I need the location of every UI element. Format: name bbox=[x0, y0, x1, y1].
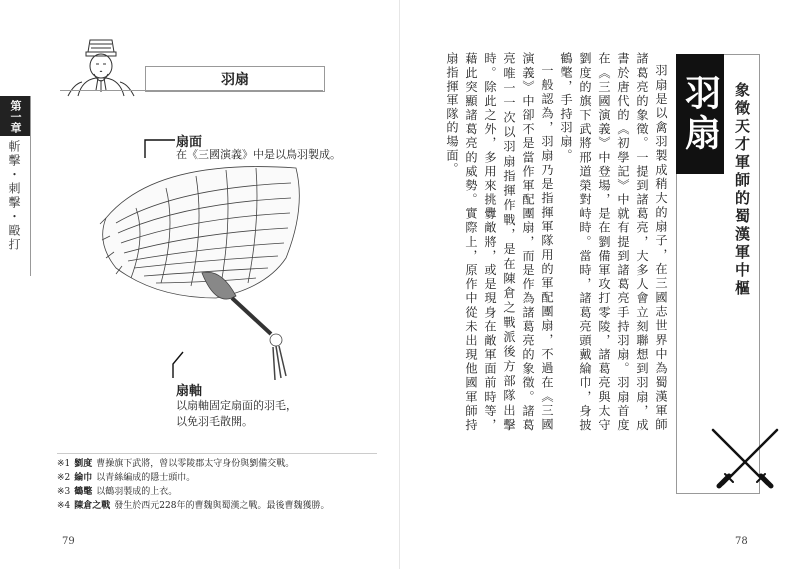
callout-line-handle bbox=[165, 352, 185, 382]
crossed-swords-icon bbox=[705, 424, 785, 496]
chapter-tab: 第一章 bbox=[0, 96, 30, 136]
page-number-right: 78 bbox=[735, 536, 748, 547]
page-number-left: 79 bbox=[62, 536, 75, 547]
section-title: 羽扇 bbox=[145, 66, 325, 92]
paragraph: 一般認為，羽扇乃是指揮軍隊用的軍配團扇，不過在《三國演義》中卻不是當作軍配團扇，而是作為諸葛亮的象徵。諸葛亮唯一一次以羽扇指揮作戰，是在陳倉之戰派後方部隊出擊時。除此之外，多用來挑釁敵將，或是現身在敵軍面前時等，藉此突顯諸葛亮的威勢。實際上，原作中從未出現他國軍師持扇指揮軍隊的場面。 bbox=[445, 52, 554, 432]
chapter-subtitle: 斬擊・刺擊・毆打 bbox=[7, 140, 21, 252]
footnote-item: ※1 劉度 曹操旗下武將，曾以零陵郡太守身份與劉備交戰。 bbox=[57, 459, 295, 469]
footnote-item: ※2 綸巾 以青絲編成的隱士頭巾。 bbox=[57, 473, 196, 483]
callout-text-face: 在《三國演義》中是以鳥羽製成。 bbox=[176, 148, 341, 161]
footnote-item: ※4 陳倉之戰 發生於西元228年的曹魏與蜀漢之戰。最後曹魏獲勝。 bbox=[57, 501, 330, 511]
left-page bbox=[0, 0, 399, 569]
footnotes bbox=[57, 453, 377, 513]
page-title: 羽扇 bbox=[676, 54, 724, 174]
callout-text-handle: 以扇軸固定扇面的羽毛，以免羽毛散開。 bbox=[176, 399, 297, 428]
footnote-item: ※3 鶴氅 以鶴羽製成的上衣。 bbox=[57, 487, 178, 497]
callout-label-face: 扇面 bbox=[176, 135, 203, 150]
feather-fan-illustration bbox=[96, 148, 326, 388]
page-subtitle: 象徵天才軍師的蜀漢軍中樞 bbox=[733, 82, 751, 298]
callout-label-handle: 扇軸 bbox=[176, 384, 203, 399]
margin-rule bbox=[30, 96, 31, 276]
zhuge-liang-portrait-illustration bbox=[58, 34, 144, 96]
title-rule bbox=[60, 90, 323, 91]
paragraph: 羽扇是以禽羽製成稍大的扇子，在三國志世界中為蜀漢軍師諸葛亮的象徵。一提到諸葛亮，大多人會立刻聯想到羽扇，成書於唐代的《初學記》中就有提到諸葛亮手持羽扇。羽扇首度在《三國演義》中登場，是在劉備軍攻打零陵，諸葛亮與太守劉度的旗下武將邢道榮對峙時。當時，諸葛亮頭戴綸巾，身披鶴氅，手持羽扇。 bbox=[559, 52, 668, 432]
book-gutter bbox=[399, 0, 400, 569]
body-text bbox=[445, 52, 670, 432]
